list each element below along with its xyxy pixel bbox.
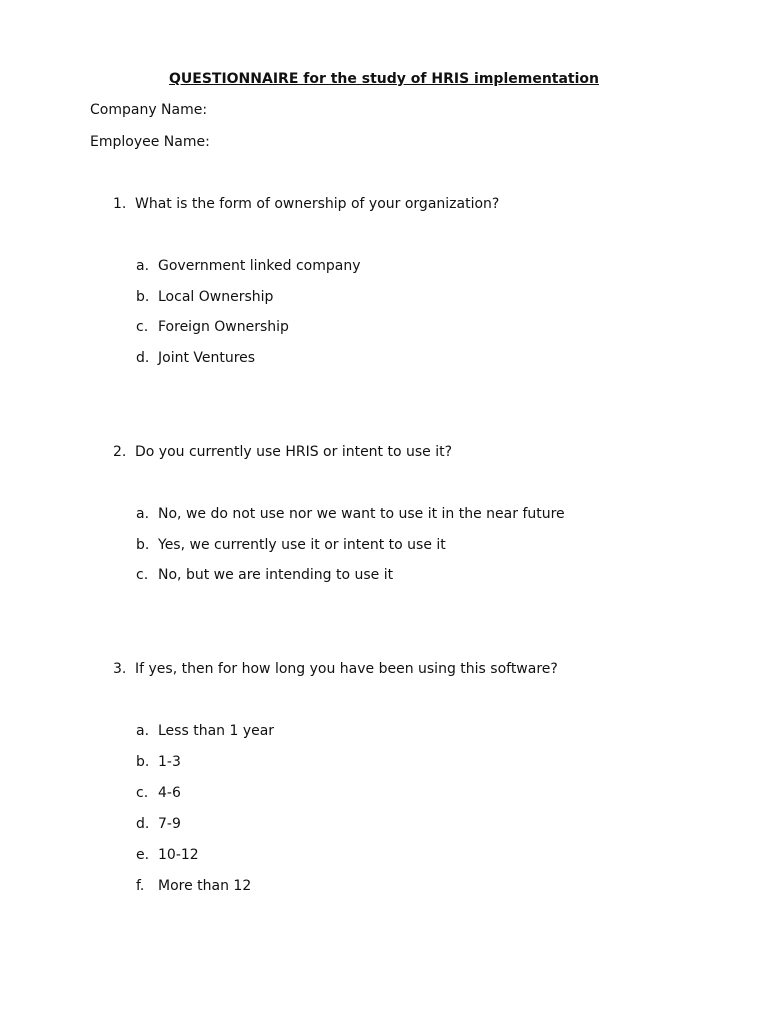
question-3-option-f bbox=[136, 878, 251, 894]
question-2-option-b bbox=[136, 537, 446, 553]
option-letter: d. bbox=[136, 816, 150, 832]
company-name-label: Company Name: bbox=[90, 102, 208, 118]
option-text: No, but we are intending to use it bbox=[158, 567, 394, 583]
question-1-option-c bbox=[136, 319, 289, 335]
option-text: No, we do not use nor we want to use it in the near future bbox=[158, 506, 565, 522]
question-2-option-a bbox=[136, 506, 565, 522]
option-letter: c. bbox=[136, 785, 149, 801]
option-text: 7-9 bbox=[158, 816, 181, 832]
question-3-option-a bbox=[136, 723, 274, 739]
option-letter: f. bbox=[136, 878, 145, 894]
question-1-option-a bbox=[136, 258, 361, 274]
option-text: Foreign Ownership bbox=[158, 319, 289, 335]
question-3-option-e bbox=[136, 847, 199, 863]
option-text: More than 12 bbox=[158, 878, 252, 894]
option-letter: a. bbox=[136, 258, 150, 274]
question-text: What is the form of ownership of your organization? bbox=[135, 196, 500, 212]
question-3-option-b bbox=[136, 754, 181, 770]
question-3-option-d bbox=[136, 816, 181, 832]
question-2-option-c bbox=[136, 567, 393, 583]
option-letter: d. bbox=[136, 350, 150, 366]
option-letter: c. bbox=[136, 567, 149, 583]
option-text: 1-3 bbox=[158, 754, 181, 770]
option-text: 10-12 bbox=[158, 847, 199, 863]
option-letter: a. bbox=[136, 723, 150, 739]
question-1-option-b bbox=[136, 289, 273, 305]
option-text: Yes, we currently use it or intent to use it bbox=[158, 537, 446, 553]
document-title: QUESTIONNAIRE for the study of HRIS implementation bbox=[168, 71, 599, 87]
option-letter: e. bbox=[136, 847, 150, 863]
option-letter: a. bbox=[136, 506, 150, 522]
question-3 bbox=[113, 661, 558, 677]
employee-name-label: Employee Name: bbox=[90, 134, 210, 150]
option-text: Local Ownership bbox=[158, 289, 274, 305]
question-text: If yes, then for how long you have been using this software? bbox=[135, 661, 558, 677]
option-text: Less than 1 year bbox=[158, 723, 275, 739]
question-number: 3. bbox=[113, 661, 127, 677]
question-number: 1. bbox=[113, 196, 127, 212]
question-1-option-d bbox=[136, 350, 255, 366]
question-3-option-c bbox=[136, 785, 181, 801]
option-text: Government linked company bbox=[158, 258, 361, 274]
question-1 bbox=[113, 196, 499, 212]
question-text: Do you currently use HRIS or intent to use it? bbox=[135, 444, 453, 460]
option-letter: b. bbox=[136, 537, 150, 553]
question-number: 2. bbox=[113, 444, 127, 460]
option-letter: b. bbox=[136, 754, 150, 770]
option-letter: b. bbox=[136, 289, 150, 305]
option-letter: c. bbox=[136, 319, 149, 335]
option-text: Joint Ventures bbox=[158, 350, 256, 366]
question-2 bbox=[113, 444, 452, 460]
option-text: 4-6 bbox=[158, 785, 181, 801]
